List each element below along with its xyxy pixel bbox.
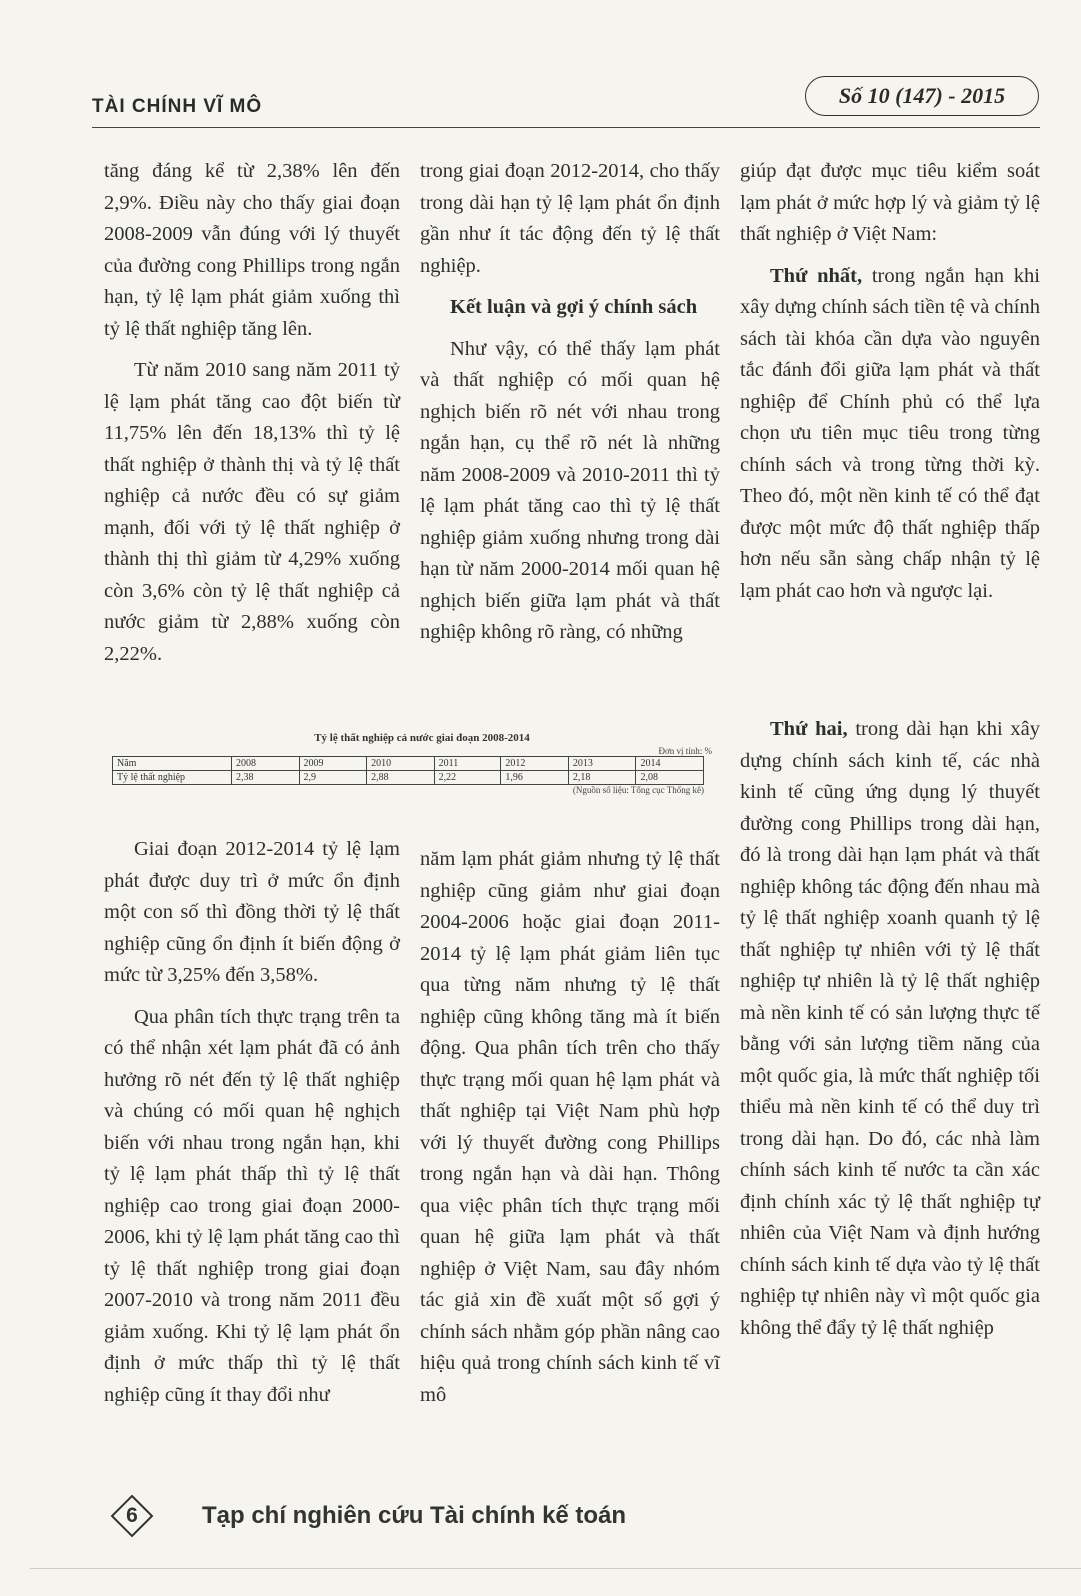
unemployment-table-block: [112, 732, 712, 795]
table-cell: 2012: [501, 757, 569, 771]
table-cell: 2014: [636, 757, 704, 771]
table-cell: 2011: [434, 757, 501, 771]
table-row: [113, 771, 704, 785]
paragraph: Từ năm 2010 sang năm 2011 tỷ lệ lạm phát tăng cao đột biến từ 11,75% lên đến 18,13% thì tỷ lệ thất nghiệp ở thành thị và tỷ lệ thất nghiệp cả nước đều có sự giảm mạnh, đối với tỷ lệ thất nghiệp ở thành thị thì giảm từ 4,29% xuống còn 3,6% còn tỷ lệ thất nghiệp cả nước giảm từ 2,88% xuống còn 2,22%.: [104, 359, 400, 665]
paragraph-text: trong ngắn hạn khi xây dựng chính sách tiền tệ và chính sách tài khóa cần dựa vào nguyên tắc đánh đổi giữa lạm phát và thất nghiệp để Chính phủ có thể lựa chọn ưu tiên mục tiêu trong từng chính sách và trong từng thời kỳ. Theo đó, một nền kinh tế có thể đạt được một mức độ thất nghiệp thấp hơn nếu sẵn sàng chấp nhận tỷ lệ lạm phát cao hơn và ngược lại.: [740, 264, 1040, 602]
journal-title: Tạp chí nghiên cứu Tài chính kế toán: [202, 1502, 627, 1529]
bold-lead: Thứ nhất,: [770, 264, 863, 287]
column-3-bottom: [740, 714, 1040, 1354]
paragraph: Qua phân tích thực trạng trên ta có thể nhận xét lạm phát đã có ảnh hưởng rõ nét đến tỷ lệ thất nghiệp và chúng có mối quan hệ nghịch biến với nhau trong ngắn hạn, khi tỷ lệ lạm phát thấp thì tỷ lệ thất nghiệp cao trong giai đoạn 2000-2006, khi tỷ lệ lạm phát tăng cao thì tỷ lệ thất nghiệp trong giai đoạn 2007-2010 và trong năm 2011 đều giảm xuống. Khi tỷ lệ lạm phát ổn định ở mức thấp thì tỷ lệ thất nghiệp cũng ít thay đổi như: [104, 1005, 400, 1406]
column-2-bottom: [420, 844, 720, 1421]
bold-lead: Thứ hai,: [770, 718, 848, 740]
table-cell: 2,22: [434, 771, 501, 785]
table-cell: 2,38: [232, 771, 300, 785]
paragraph: trong giai đoạn 2012-2014, cho thấy trong dài hạn tỷ lệ lạm phát ổn định gần như ít tác động đến tỷ lệ thất nghiệp.: [420, 160, 720, 277]
table-cell: Năm: [113, 757, 232, 771]
table-cell: 2013: [568, 757, 636, 771]
table-cell: 2008: [232, 757, 300, 771]
section-title: TÀI CHÍNH VĨ MÔ: [92, 96, 263, 117]
column-3-top: [740, 156, 1040, 617]
paragraph: tăng đáng kể từ 2,38% lên đến 2,9%. Điều này cho thấy giai đoạn 2008-2009 vẫn đúng với lý thuyết của đường cong Phillips trong ngắn hạn, tỷ lệ lạm phát giảm xuống thì tỷ lệ thất nghiệp tăng lên.: [104, 160, 400, 340]
table-cell: 2,18: [568, 771, 636, 785]
paragraph: Như vậy, có thể thấy lạm phát và thất nghiệp có mối quan hệ nghịch biến rõ nét với nhau trong ngắn hạn, cụ thể rõ nét là những năm 2008-2009 và 2010-2011 thì tỷ lệ lạm phát tăng cao thì tỷ lệ thất nghiệp giảm xuống nhưng trong dài hạn từ năm 2000-2014 mối quan hệ nghịch biến giữa lạm phát và thất nghiệp không rõ ràng, có những: [420, 337, 720, 643]
header-divider: [92, 127, 1040, 128]
issue-badge: Số 10 (147) - 2015: [805, 76, 1039, 116]
section-heading: Kết luận và gợi ý chính sách: [450, 296, 698, 318]
table-cell: Tỷ lệ thất nghiệp: [113, 771, 232, 785]
paragraph: [740, 714, 1040, 1344]
column-1-bottom: [104, 834, 400, 1421]
paragraph: giúp đạt được mục tiêu kiểm soát lạm phát ở mức hợp lý và giảm tỷ lệ thất nghiệp ở Việt Nam:: [740, 160, 1040, 245]
column-2-top: [420, 156, 720, 659]
paragraph-text: trong dài hạn khi xây dựng chính sách kinh tế, các nhà kinh tế cũng ứng dụng lý thuyết đường cong Phillips trong dài hạn, đó là trong dài hạn lạm phát và thất nghiệp không tác động đến nhau mà tỷ lệ thất nghiệp xoanh quanh tỷ lệ thất nghiệp tự nhiên với tỷ lệ thất nghiệp tự nhiên là tỷ lệ thất nghiệp mà nền kinh tế có sản lượng thực tế bằng với sản lượng tiềm năng của một quốc gia, là mức thất nghiệp tối thiểu mà nền kinh tế có thể duy trì trong dài hạn. Do đó, các nhà làm chính sách kinh tế nước ta cần xác định chính xác tỷ lệ thất nghiệp tự nhiên của Việt Nam và định hướng chính sách kinh tế dựa vào tỷ lệ thất nghiệp tự nhiên này vì một quốc gia không thể đẩy tỷ lệ thất nghiệp: [740, 718, 1040, 1339]
table-title: Tỷ lệ thất nghiệp cả nước giai đoạn 2008-2014: [314, 732, 530, 744]
footer-divider: [30, 1568, 1081, 1569]
table-cell: 2010: [367, 757, 435, 771]
table-cell: 2009: [299, 757, 367, 771]
table-cell: 2,88: [367, 771, 435, 785]
table-cell: 1,96: [501, 771, 569, 785]
paragraph: [740, 261, 1040, 608]
page-number: 6: [126, 1504, 138, 1527]
column-1-top: [104, 156, 400, 680]
table-cell: 2,08: [636, 771, 704, 785]
table-source: (Nguồn số liệu: Tổng cục Thống kê): [572, 785, 704, 795]
unemployment-table: [112, 756, 704, 785]
table-cell: 2,9: [299, 771, 367, 785]
table-unit: Đơn vị tính: %: [658, 746, 712, 756]
paragraph: Giai đoạn 2012-2014 tỷ lệ lạm phát được duy trì ở mức ổn định một con số thì đồng thời tỷ lệ thất nghiệp cũng ổn định ít biến động ở mức từ 3,25% đến 3,58%.: [104, 838, 400, 986]
paragraph: năm lạm phát giảm nhưng tỷ lệ thất nghiệp cũng giảm như giai đoạn 2004-2006 hoặc giai đoạn 2011-2014 tỷ lệ lạm phát giảm liên tục qua từng năm nhưng tỷ lệ thất nghiệp cũng không tăng mà ít biến động. Qua phân tích trên cho thấy thực trạng mối quan hệ lạm phát và thất nghiệp tại Việt Nam phù hợp với lý thuyết đường cong Phillips trong ngắn hạn và dài hạn. Thông qua việc phân tích thực trạng mối quan hệ giữa lạm phát và thất nghiệp ở Việt Nam, sau đây nhóm tác giả xin đề xuất một số gợi ý chính sách nhằm góp phần nâng cao hiệu quả trong chính sách kinh tế vĩ mô: [420, 848, 720, 1406]
table-row: [113, 757, 704, 771]
